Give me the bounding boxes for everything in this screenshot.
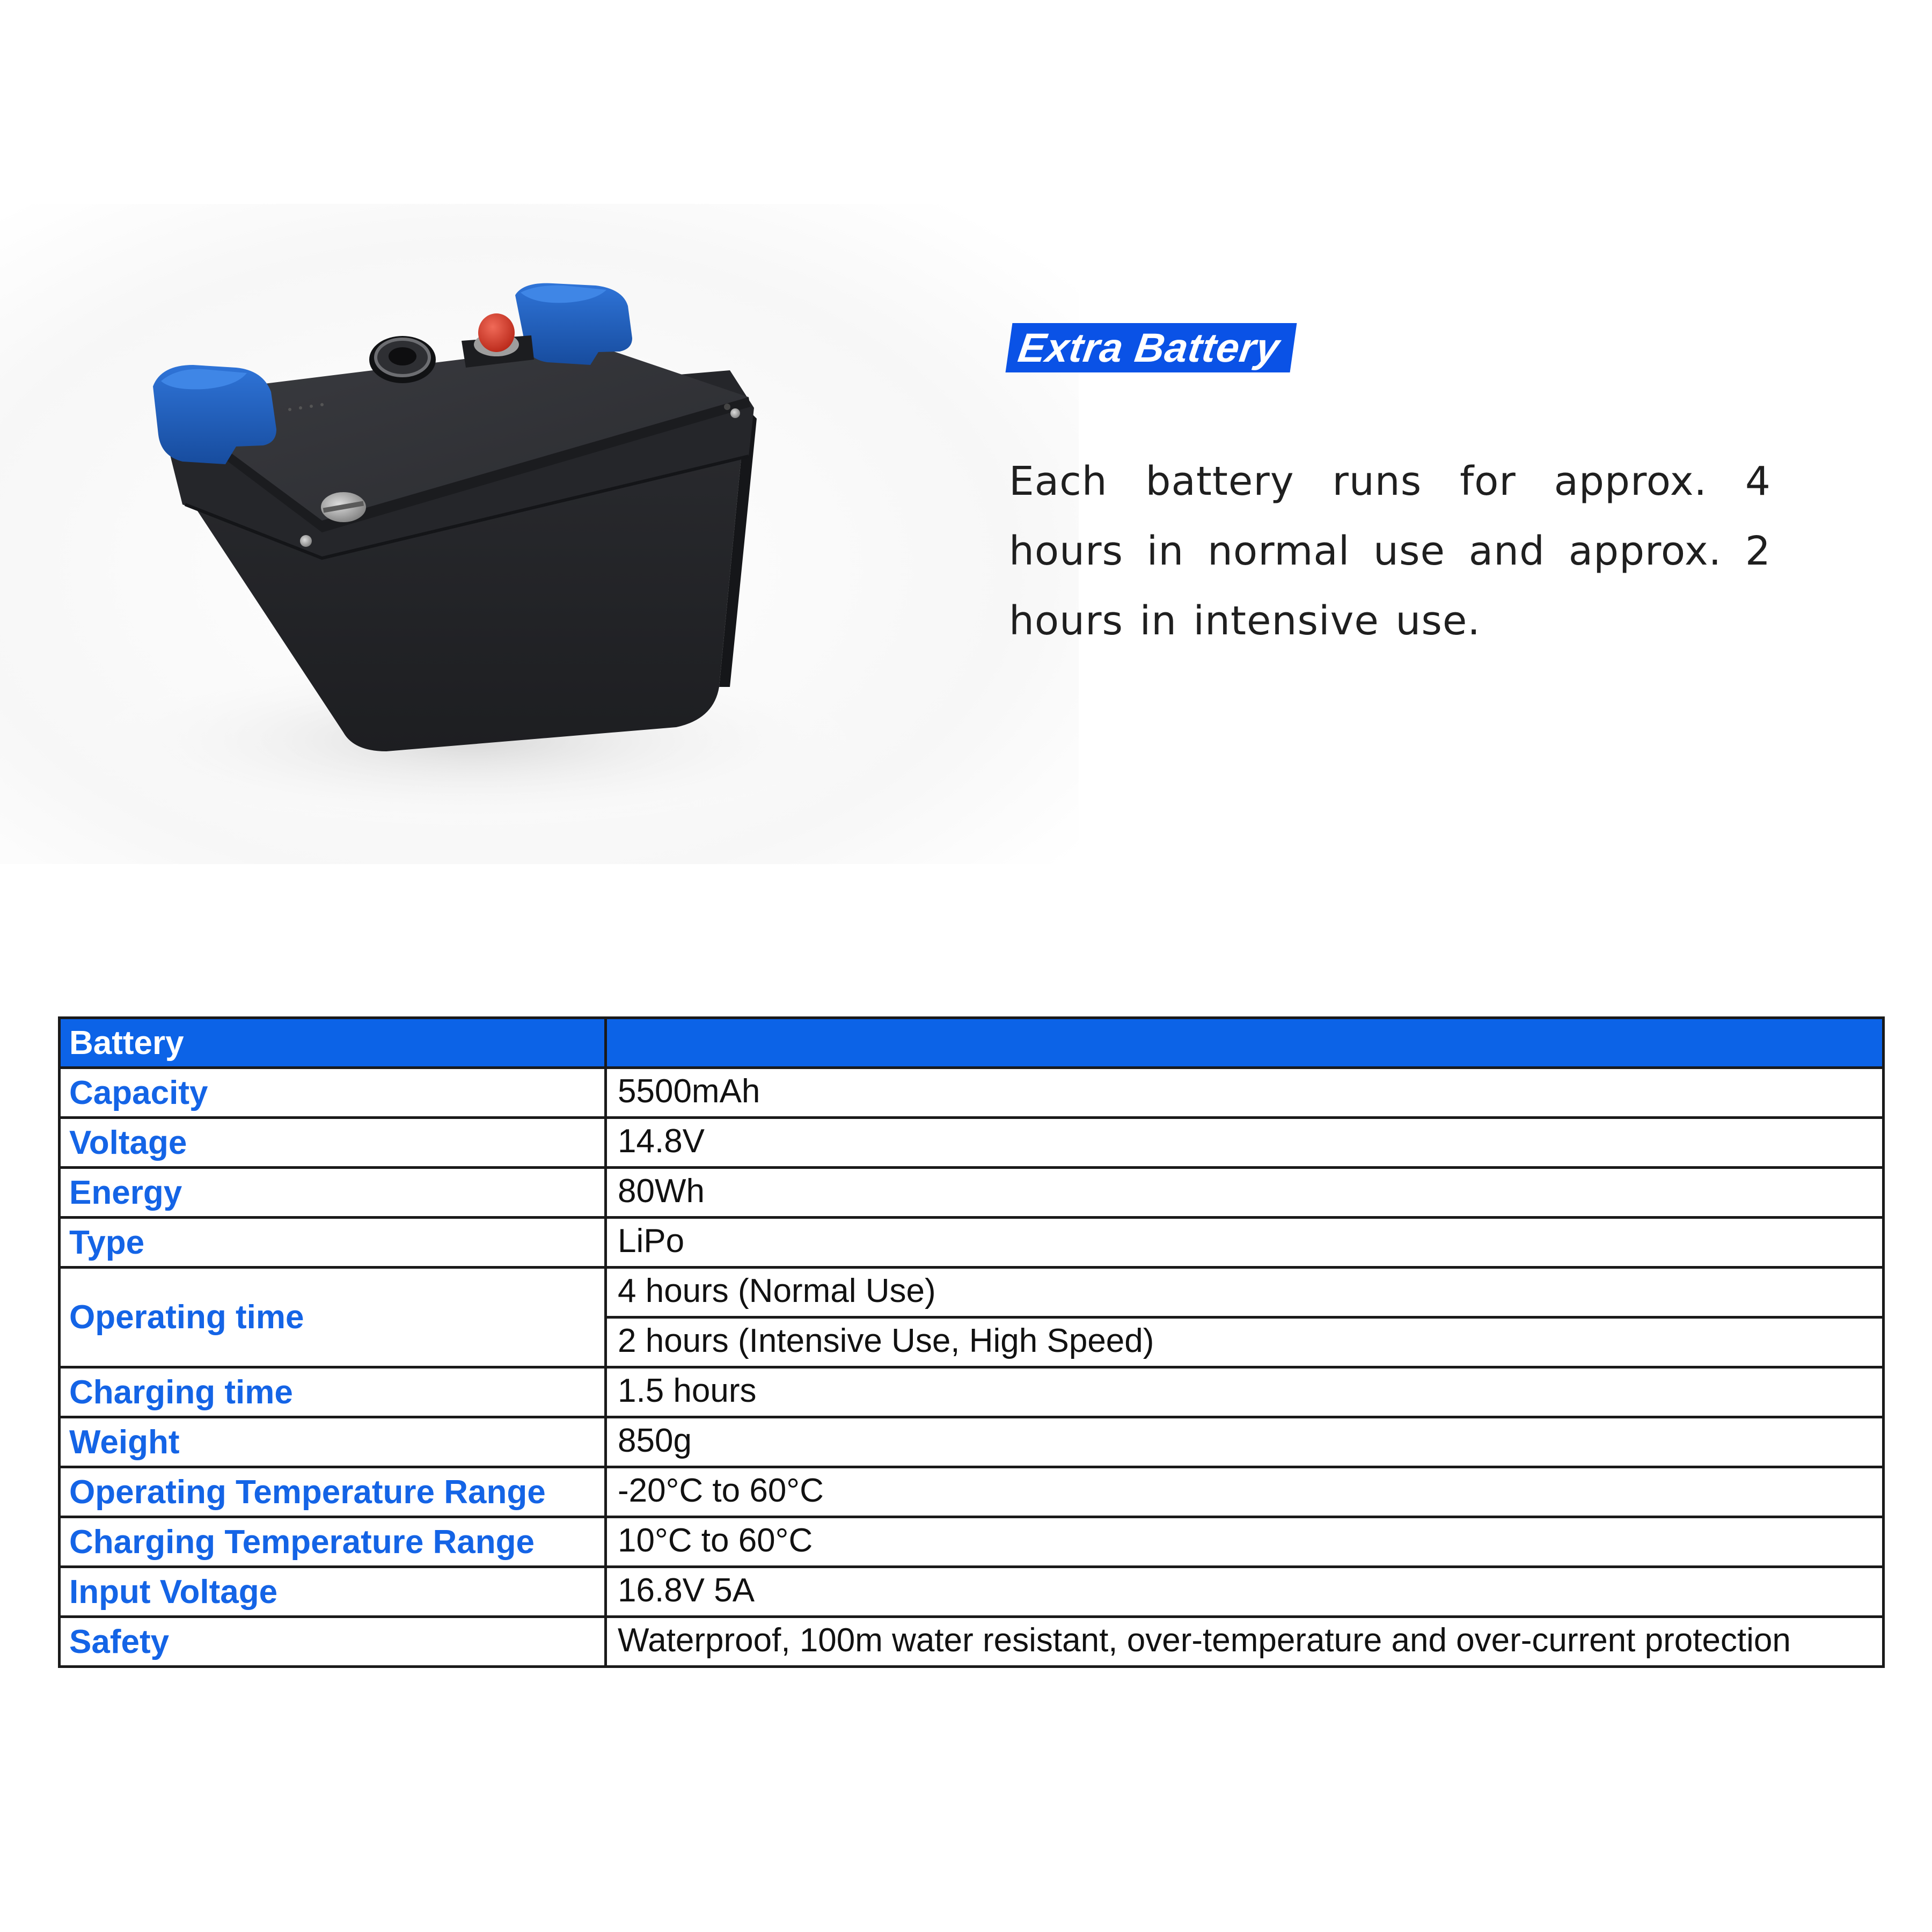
row-value-charging-time: 1.5 hours — [606, 1367, 1884, 1417]
row-label-type: Type — [60, 1218, 606, 1268]
row-value-type: LiPo — [606, 1218, 1884, 1268]
row-value-input-voltage: 16.8V 5A — [606, 1567, 1884, 1617]
row-value-energy: 80Wh — [606, 1168, 1884, 1218]
row-label-capacity: Capacity — [60, 1068, 606, 1118]
row-value-operating-temperature: -20°C to 60°C — [606, 1467, 1884, 1517]
table-row — [60, 1168, 1884, 1218]
table-row — [60, 1367, 1884, 1417]
table-row — [60, 1118, 1884, 1168]
table-row — [60, 1617, 1884, 1667]
table-row — [60, 1467, 1884, 1517]
table-header-row — [60, 1018, 1884, 1068]
row-label-operating-temperature: Operating Temperature Range — [60, 1467, 606, 1517]
row-value-charging-temperature: 10°C to 60°C — [606, 1517, 1884, 1567]
description-text: Each battery runs for approx. 4 hours in normal use and approx. 2 hours in intensive use. — [1009, 458, 1771, 644]
row-label-voltage: Voltage — [60, 1118, 606, 1168]
row-label-energy: Energy — [60, 1168, 606, 1218]
table-header-value — [606, 1018, 1884, 1068]
row-value-weight: 850g — [606, 1417, 1884, 1467]
row-label-safety: Safety — [60, 1617, 606, 1667]
row-value-operating-time-normal: 4 hours (Normal Use) — [606, 1268, 1884, 1318]
table-row — [60, 1567, 1884, 1617]
row-label-weight: Weight — [60, 1417, 606, 1467]
page-title: Extra Battery — [1015, 325, 1283, 371]
row-value-voltage: 14.8V — [606, 1118, 1884, 1168]
row-value-capacity: 5500mAh — [606, 1068, 1884, 1118]
heading-banner — [1006, 323, 1297, 372]
table-row — [60, 1068, 1884, 1118]
battery-product-image — [0, 204, 1079, 864]
table-header-label: Battery — [60, 1018, 606, 1068]
table-row — [60, 1517, 1884, 1567]
row-value-safety: Waterproof, 100m water resistant, over-temperature and over-current protection — [606, 1617, 1884, 1667]
row-value-operating-time-intensive: 2 hours (Intensive Use, High Speed) — [606, 1318, 1884, 1367]
table-row — [60, 1268, 1884, 1318]
row-label-input-voltage: Input Voltage — [60, 1567, 606, 1617]
row-label-operating-time: Operating time — [60, 1268, 606, 1367]
row-label-charging-temperature: Charging Temperature Range — [60, 1517, 606, 1567]
row-label-charging-time: Charging time — [60, 1367, 606, 1417]
spec-table — [58, 1016, 1885, 1668]
table-row — [60, 1417, 1884, 1467]
table-row — [60, 1218, 1884, 1268]
